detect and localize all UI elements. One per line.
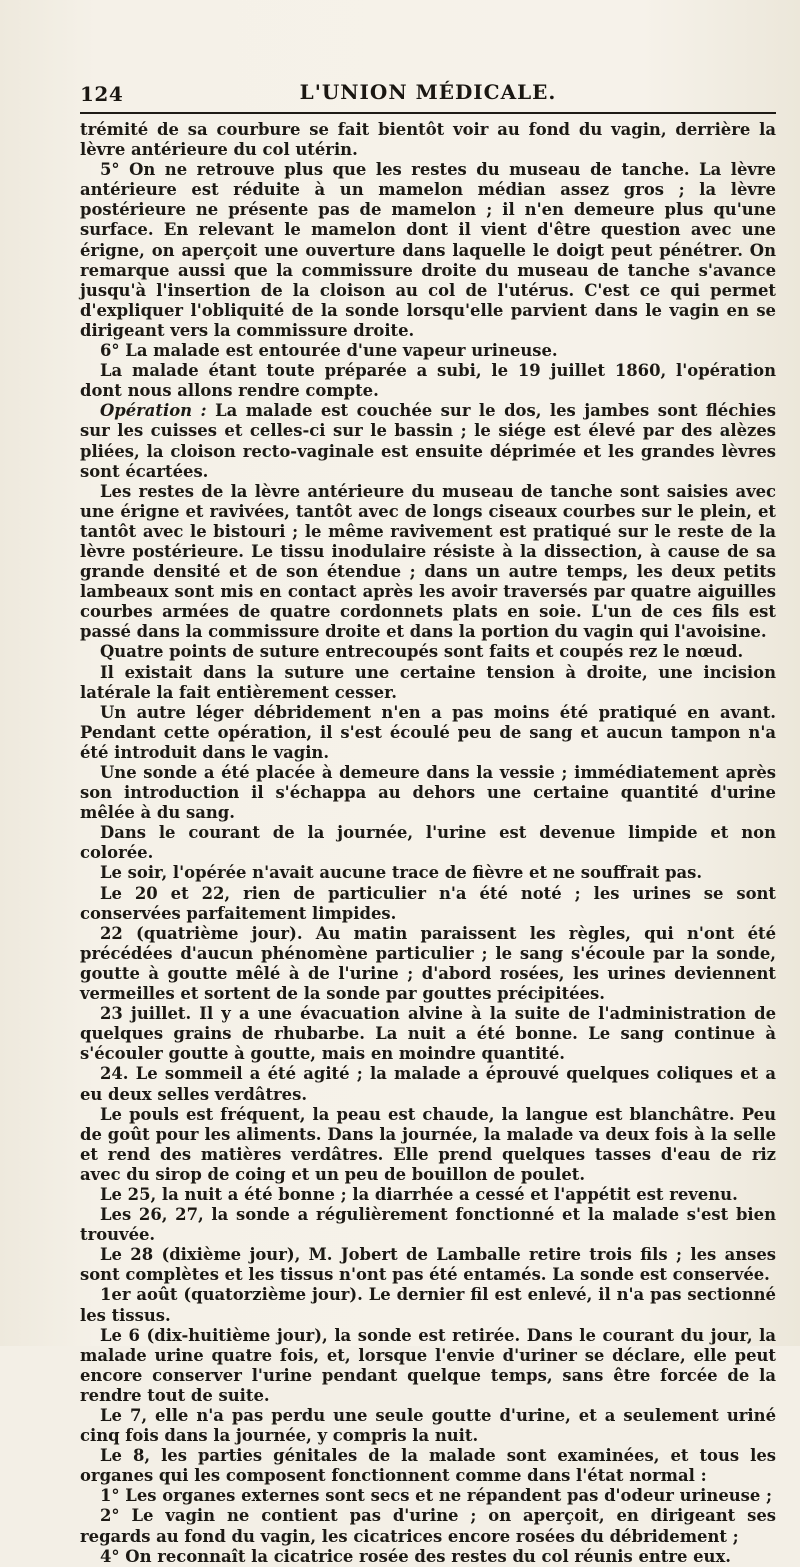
paragraph-text: 1er août (quatorzième jour). Le dernier fil est enlevé, il n'a pas sectionné les tissus. xyxy=(80,1285,776,1325)
paragraph-text: Le 7, elle n'a pas perdu une seule goutte d'urine, et a seulement uriné cinq fois dans la journée, y compris la nuit. xyxy=(80,1406,776,1446)
paragraph-text: 24. Le sommeil a été agité ; la malade a éprouvé quelques coliques et a eu deux selles verdâtres. xyxy=(80,1064,776,1104)
paragraph xyxy=(80,1406,776,1446)
paragraph-text: Le 25, la nuit a été bonne ; la diarrhée a cessé et l'appétit est revenu. xyxy=(100,1184,738,1204)
paragraph-text: Le 8, les parties génitales de la malade sont examinées, et tous les organes qui les composent fonctionnent comme dans l'état normal : xyxy=(80,1446,776,1486)
paragraph xyxy=(80,1245,776,1285)
header-rule xyxy=(80,112,776,114)
paragraph-text: La malade est couchée sur le dos, les jambes sont fléchies sur les cuisses et celles-ci sur le bassin ; le siége est élevé par des alèzes pliées, la cloison recto-vaginale est ensuite déprimée et les grandes lèvres sont écartées. xyxy=(80,401,776,481)
paragraph-text: Quatre points de suture entrecoupés sont faits et coupés rez le nœud. xyxy=(100,642,744,662)
page-header xyxy=(80,76,776,110)
paragraph-text: 6° La malade est entourée d'une vapeur urineuse. xyxy=(100,341,558,361)
paragraph xyxy=(80,663,776,703)
paragraph-text: 4° On reconnaît la cicatrice rosée des restes du col réunis entre eux. xyxy=(100,1546,731,1566)
paragraph-text: Le pouls est fréquent, la peau est chaude, la langue est blanchâtre. Peu de goût pour les aliments. Dans la journée, la malade va deux fois à la selle et rend des matières verdâtres. Elle prend quelques tasses d'eau de riz avec du sirop de coing et un peu de bouillon de poulet. xyxy=(80,1104,776,1184)
paragraph xyxy=(80,1506,776,1546)
paragraph xyxy=(80,1205,776,1245)
paragraph-text: Un autre léger débridement n'en a pas moins été pratiqué en avant. Pendant cette opération, il s'est écoulé peu de sang et aucun tampon n'a été introduit dans le vagin. xyxy=(80,702,776,762)
paragraph-text: 1° Les organes externes sont secs et ne répandent pas d'odeur urineuse ; xyxy=(100,1486,773,1506)
paragraph-text: Le 28 (dixième jour), M. Jobert de Lamballe retire trois fils ; les anses sont complètes et les tissus n'ont pas été entamés. La sonde est conservée. xyxy=(80,1245,776,1285)
paragraph-text: Le 20 et 22, rien de particulier n'a été noté ; les urines se sont conservées parfaitement limpides. xyxy=(80,883,776,923)
paragraph xyxy=(80,884,776,924)
page-number: 124 xyxy=(80,82,124,106)
paragraph-text: Il existait dans la suture une certaine tension à droite, une incision latérale la fait entièrement cesser. xyxy=(80,662,776,702)
paragraph xyxy=(80,823,776,863)
paragraph-text: Dans le courant de la journée, l'urine est devenue limpide et non colorée. xyxy=(80,823,776,863)
paragraph-lead: Opération : xyxy=(100,401,207,421)
paragraph xyxy=(80,120,776,160)
paragraph xyxy=(80,1326,776,1406)
paragraph xyxy=(80,1105,776,1185)
paragraph-text: Les 26, 27, la sonde a régulièrement fonctionné et la malade s'est bien trouvée. xyxy=(80,1205,776,1245)
paragraph xyxy=(80,341,776,361)
paragraph-text: Le soir, l'opérée n'avait aucune trace de fièvre et ne souffrait pas. xyxy=(100,863,703,883)
running-title: L'UNION MÉDICALE. xyxy=(299,80,557,104)
paragraph xyxy=(80,924,776,1004)
paragraph xyxy=(80,763,776,823)
paragraph xyxy=(80,160,776,341)
body-text xyxy=(80,120,776,1567)
paragraph xyxy=(80,361,776,401)
paragraph-text: 22 (quatrième jour). Au matin paraissent les règles, qui n'ont été précédées d'aucun phénomène particulier ; le sang s'écoule par la sonde, goutte à goutte mêlé à de l'urine ; d'abord rosées, les urines deviennent vermeilles et sortent de la sonde par gouttes précipitées. xyxy=(80,923,776,1004)
paragraph-text: 2° Le vagin ne contient pas d'urine ; on aperçoit, en dirigeant ses regards au fond du vagin, les cicatrices encore rosées du débridement ; xyxy=(80,1506,776,1546)
paragraph xyxy=(80,1064,776,1104)
paragraph-text: Les restes de la lèvre antérieure du museau de tanche sont saisies avec une érigne et ravivées, tantôt avec de longs ciseaux courbes sur le plein, et tantôt avec le bistouri ; le même ravivement est pratiqué sur le reste de la lèvre postérieure. Le tissu inodulaire résiste à la dissection, à cause de sa grande densité et de son étendue ; dans un autre temps, les deux petits lambeaux sont mis en contact après les avoir traversés par quatre aiguilles courbes armées de quatre cordonnets plats en soie. L'un de ces fils est passé dans la commissure droite et dans la portion du vagin qui l'avoisine. xyxy=(80,481,776,642)
paragraph-text: trémité de sa courbure se fait bientôt voir au fond du vagin, derrière la lèvre antérieure du col utérin. xyxy=(80,120,776,160)
paragraph xyxy=(80,1285,776,1325)
paragraph xyxy=(80,1547,776,1567)
paragraph-text: 23 juillet. Il y a une évacuation alvine à la suite de l'administration de quelques grains de rhubarbe. La nuit a été bonne. Le sang continue à s'écouler goutte à goutte, mais en moindre quantité. xyxy=(80,1004,776,1064)
paragraph xyxy=(80,1185,776,1205)
paragraph xyxy=(80,642,776,662)
paragraph-text: La malade étant toute préparée a subi, le 19 juillet 1860, l'opération dont nous allons rendre compte. xyxy=(80,361,776,401)
paragraph xyxy=(80,703,776,763)
paragraph-text: 5° On ne retrouve plus que les restes du museau de tanche. La lèvre antérieure est réduite à un mamelon médian assez gros ; la lèvre postérieure ne présente pas de mamelon ; il n'en demeure plus qu'une surface. En relevant le mamelon dont il vient d'être question avec une érigne, on aperçoit une ouverture dans laquelle le doigt peut pénétrer. On remarque aussi que la commissure droite du museau de tanche s'avance jusqu'à l'insertion de la cloison au col de l'utérus. C'est ce qui permet d'expliquer l'obliquité de la sonde lorsqu'elle parvient dans le vagin en se dirigeant vers la commissure droite. xyxy=(80,160,776,340)
paragraph xyxy=(80,1486,776,1506)
paragraph-text: Une sonde a été placée à demeure dans la vessie ; immédiatement après son introduction il s'échappa au dehors une certaine quantité d'urine mêlée à du sang. xyxy=(80,763,776,823)
paragraph xyxy=(80,401,776,481)
paragraph xyxy=(80,1004,776,1064)
paragraph xyxy=(80,863,776,883)
paragraph xyxy=(80,482,776,643)
paragraph-text: Le 6 (dix-huitième jour), la sonde est retirée. Dans le courant du jour, la malade urine quatre fois, et, lorsque l'envie d'uriner se déclare, elle peut encore conserver l'urine pendant quelque temps, sans être forcée de la rendre tout de suite. xyxy=(80,1325,776,1405)
paragraph xyxy=(80,1446,776,1486)
